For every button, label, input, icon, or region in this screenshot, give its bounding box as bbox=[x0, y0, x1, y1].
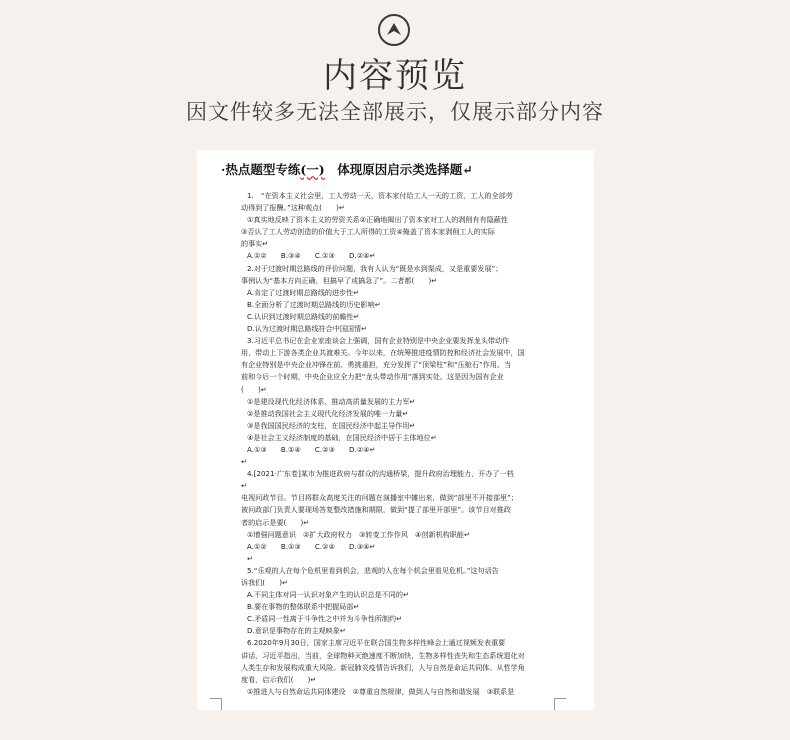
document-line: 3.习近平总书记在企业家座谈会上强调，国有企业特别是中央企业要发挥龙头带动作 bbox=[247, 336, 510, 346]
heading-prefix: ·热点题型专练 bbox=[221, 162, 301, 177]
document-line: ①真实地反映了资本主义的劳资关系②正确地揭出了资本家对工人的剥削有有隐蔽性 bbox=[247, 215, 508, 225]
document-line: ①推进人与自然命运共同体建设 ②尊重自然规律，做到人与自然和谐发展 ③联系是 bbox=[247, 686, 515, 696]
document-line: 者的启示是要( )↵ bbox=[241, 517, 310, 527]
page-title: 内容预览 bbox=[323, 56, 467, 96]
document-line: ④是社会主义经济制度的基础，在国民经济中居于主体地位↵ bbox=[247, 432, 437, 442]
document-line: 6.2020年9月30日，国家主席习近平在联合国生物多样性峰会上通过视频发表重要 bbox=[247, 638, 506, 648]
document-line: D.认为过渡时期总路线符合中国国情↵ bbox=[247, 324, 368, 334]
document-line: A.①② B.③④ C.①③ D.②④↵ bbox=[247, 251, 376, 261]
document-line: ③是我国国民经济的支柱，在国民经济中起主导作用↵ bbox=[247, 420, 416, 430]
document-line: 4.[2021·广东卷]某市为推进政府与群众的沟通桥梁，提升政府治理能力，开办了一档 bbox=[247, 469, 514, 479]
document-line: 用，带动上下游各类企业共渡难关。今年以来，在统筹推进疫情防控和经济社会发展中，国 bbox=[241, 348, 525, 358]
document-line: 前和今后一个时期，中央企业应全力把“龙头带动作用”落到实处。这是因为国有企业 bbox=[241, 372, 504, 382]
document-line: B.要在事物的整体联系中把握局部↵ bbox=[247, 602, 360, 612]
document-line: 讲话，习近平指出，当前，全球物种灭绝速度不断加快，生物多样性丧失和生态系统退化对 bbox=[241, 650, 525, 660]
document-line: 事例认为“基本方向正确，但搞早了或搞急了”。二者都( )↵ bbox=[241, 275, 438, 285]
document-line: A.肯定了过渡时期总路线的进步性↵ bbox=[247, 287, 360, 297]
document-line: ↵ bbox=[241, 481, 247, 491]
document-line: 度看，启示我们( )↵ bbox=[241, 674, 317, 684]
up-arrow-circle-icon bbox=[378, 14, 410, 46]
heading-paren: (一) bbox=[300, 162, 325, 177]
document-preview bbox=[197, 150, 594, 710]
page-subtitle: 因文件较多无法全部展示，仅展示部分内容 bbox=[186, 100, 604, 124]
document-line: B.全面分析了过渡时期总路线的历史影响↵ bbox=[247, 299, 381, 309]
document-line: A.①③ B.①④ C.②③ D.②④↵ bbox=[247, 444, 376, 454]
document-line: ↵ bbox=[247, 553, 253, 563]
document-line: ①增强问题意识 ②扩大政府权力 ③转变工作作风 ④创新机构职能↵ bbox=[247, 529, 470, 539]
document-line: ②是推动我国社会主义现代化经济发展的唯一力量↵ bbox=[247, 408, 409, 418]
document-line: ( )↵ bbox=[241, 384, 267, 394]
page-corner-mark bbox=[210, 698, 222, 710]
document-line: 电视问政节目。节目将群众高度关注的问题在演播室中摊出来，做到“部里不开接部里”； bbox=[241, 493, 518, 503]
document-line: ③否认了工人劳动创造的价值大于工人所得的工资④掩盖了资本家剥削工人的实际 bbox=[241, 227, 495, 237]
document-line: C.认识到过渡时期总路线的前瞻性↵ bbox=[247, 311, 360, 321]
document-line: D.意识是事物存在的主观映象↵ bbox=[247, 626, 346, 636]
document-line: 人类生存和发展构成重大风险。新冠肺炎疫情告诉我们，人与自然是命运共同体。从哲学角 bbox=[241, 662, 525, 672]
document-line: ↵ bbox=[241, 457, 247, 467]
document-body bbox=[241, 190, 571, 698]
document-line: A.不同主体对同一认识对象产生的认识总是不同的↵ bbox=[247, 590, 409, 600]
document-line: 动得到了报酬。”这种观点( )↵ bbox=[241, 203, 345, 213]
page-corner-mark bbox=[554, 698, 566, 710]
document-line: 有企业特别是中央企业冲锋在前、勇挑重担，充分发挥了“顶梁柱”和“压舱石”作用。当 bbox=[241, 360, 512, 370]
document-line: 的事实↵ bbox=[241, 239, 269, 249]
document-line: 5.“乐观的人在每个危机里看到机会，悲观的人在每个机会里看见危机。”这句话告 bbox=[247, 565, 499, 575]
heading-suffix: 体现原因启示类选择题↵ bbox=[324, 162, 473, 177]
document-heading bbox=[221, 160, 473, 178]
document-line: 2.对于过渡时期总路线的评价问题，我有人认为“既是水到渠成，又是重要发展”； bbox=[247, 263, 503, 273]
document-line: C.矛盾同一性离于斗争性之中并为斗争性所制约↵ bbox=[247, 614, 403, 624]
document-line: 被问政部门负责人要现场答复整改措施和期限，做到“提了部里开部里”。该节目对推政 bbox=[241, 505, 511, 515]
document-line: 诉我们( )↵ bbox=[241, 578, 288, 587]
document-line: A.①② B.①③ C.②④ D.③④↵ bbox=[247, 541, 376, 551]
document-line: ①是建设现代化经济体系、推动高质量发展的主力军↵ bbox=[247, 396, 416, 406]
document-line: 1. “在资本主义社会里，工人劳动一天，资本家付给工人一天的工资，工人的全部劳 bbox=[247, 191, 513, 200]
